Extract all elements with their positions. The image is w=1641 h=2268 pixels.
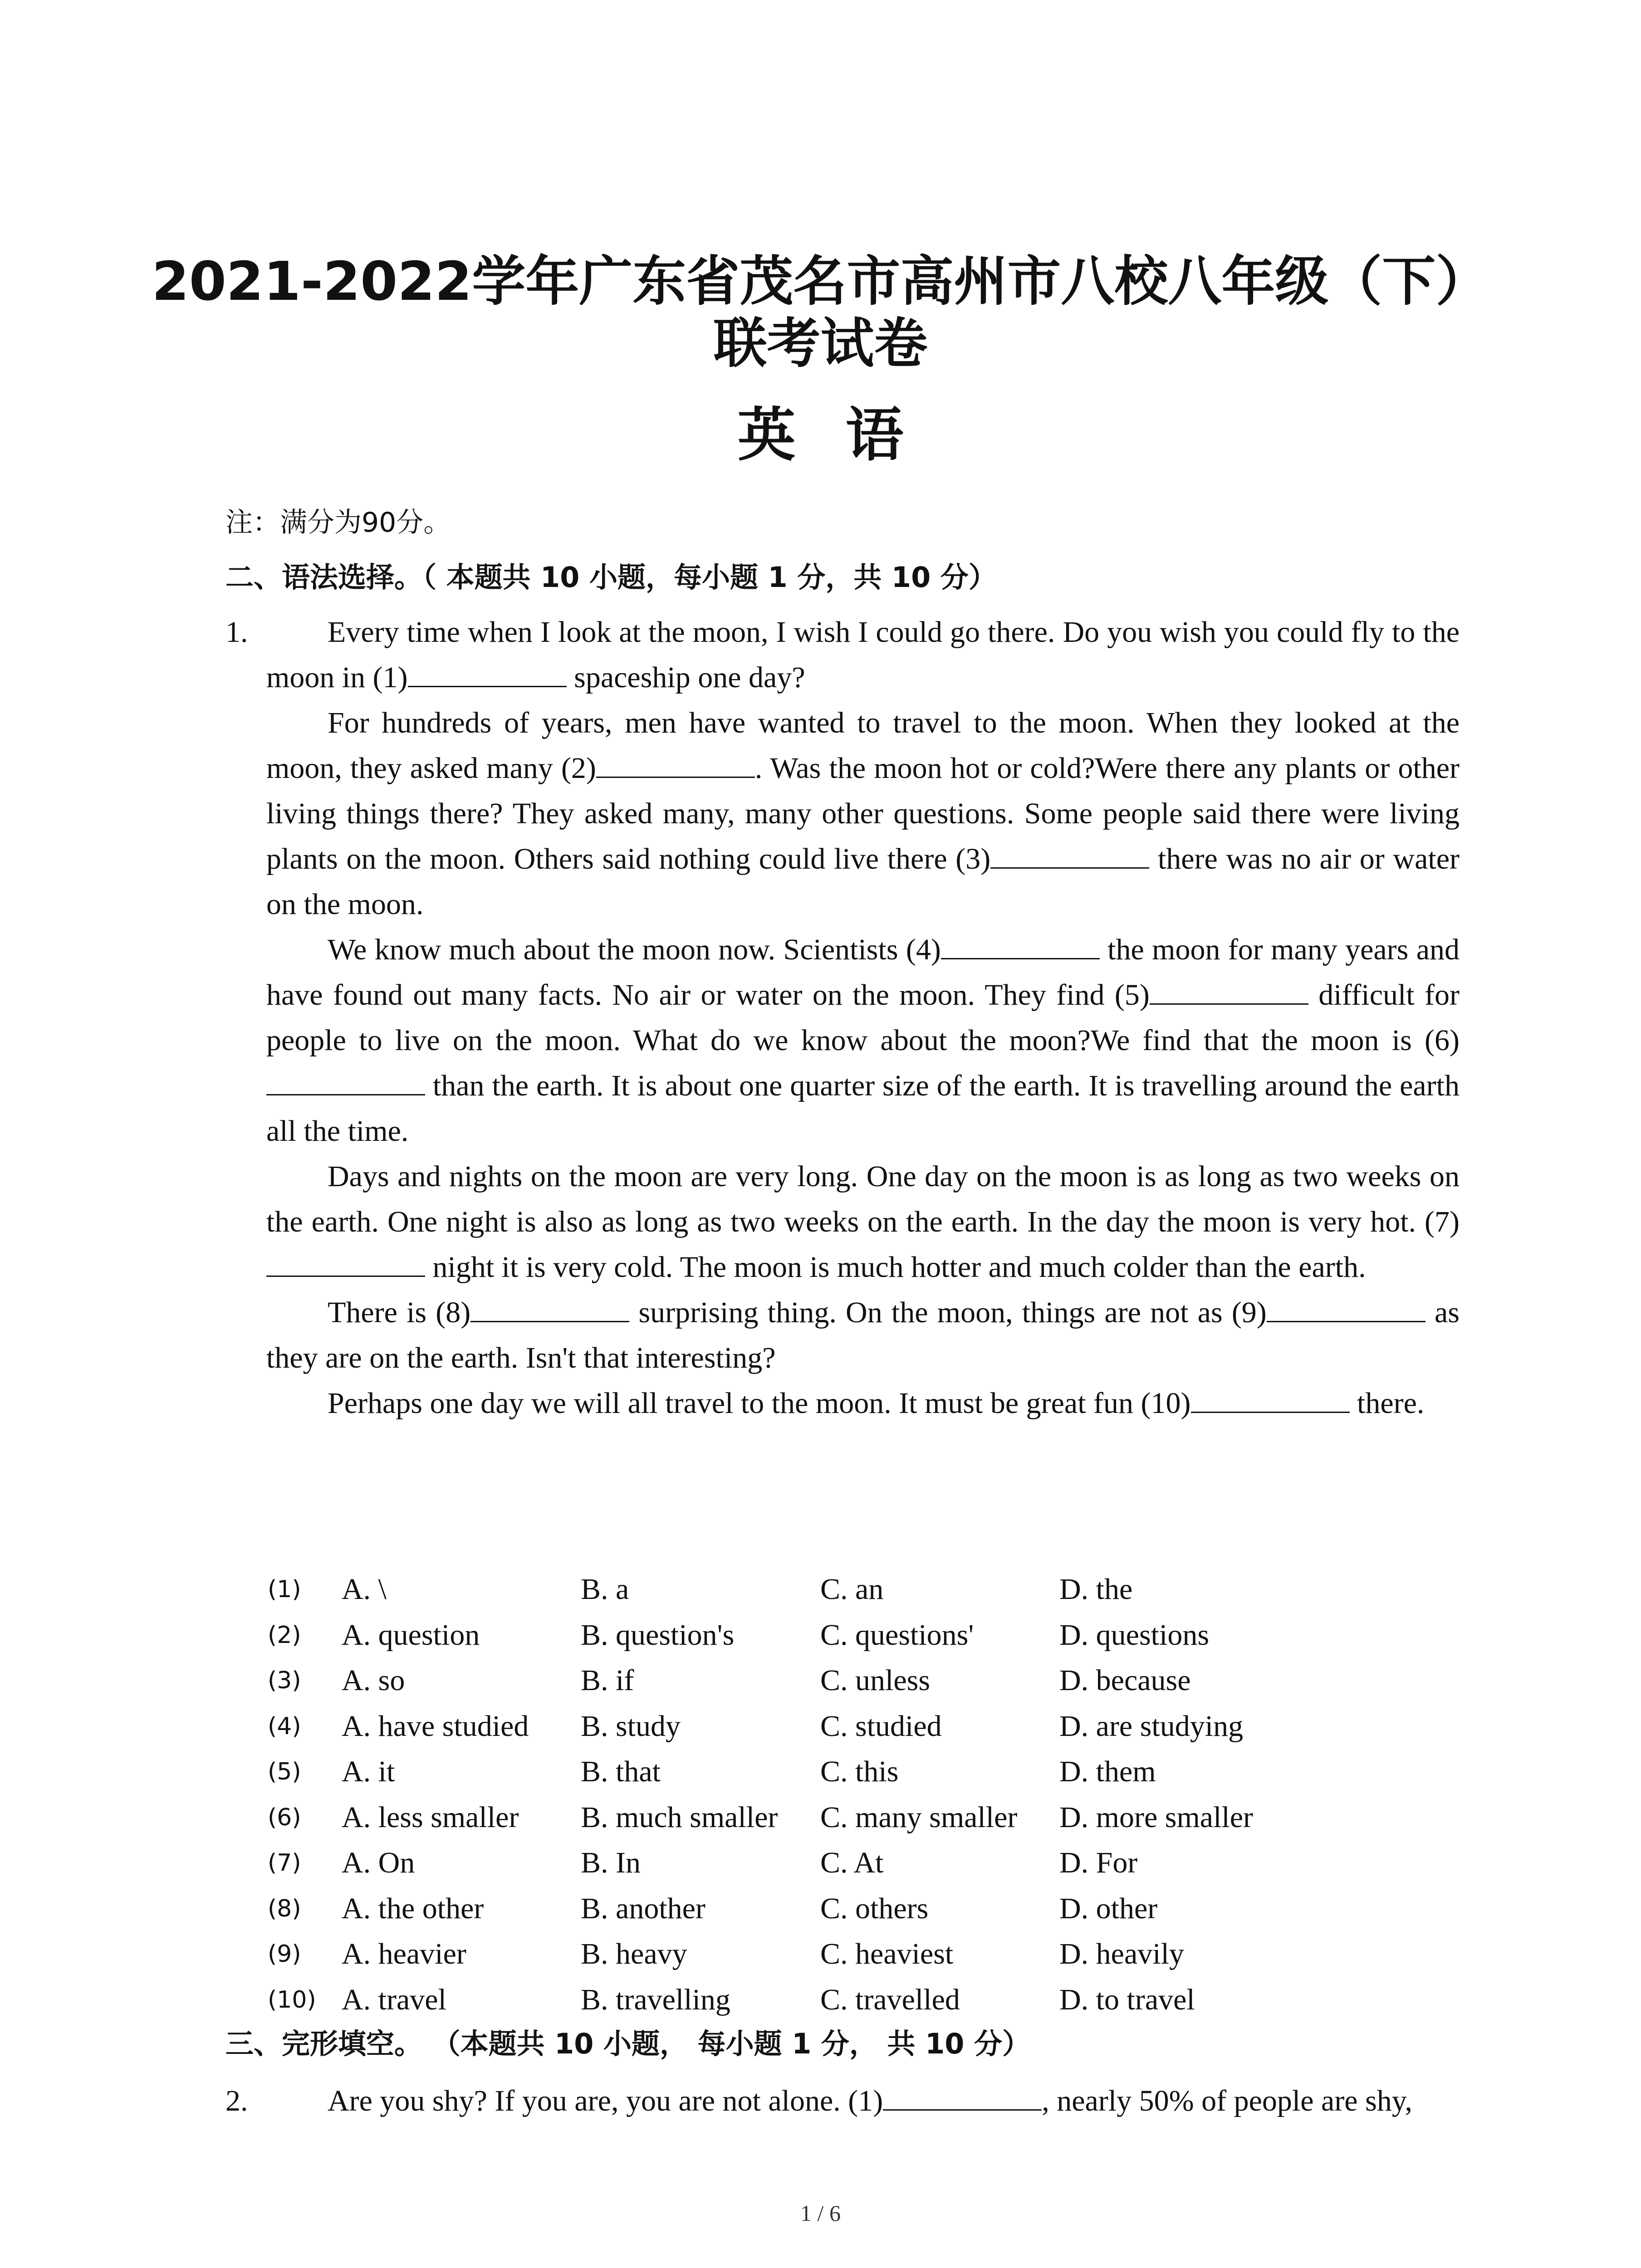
- passage-paragraph: There is (8) surprising thing. On the moon, things are not as (9) as they are on the earth. Isn't that interesting?: [266, 1290, 1460, 1381]
- page-number: 1 / 6: [800, 2200, 841, 2226]
- option-b: B. that: [581, 1755, 661, 1788]
- option-a: A. heavier: [342, 1937, 466, 1970]
- answer-blank: [941, 931, 1100, 959]
- option-d: D. the: [1059, 1573, 1133, 1606]
- option-number: (2): [268, 1621, 301, 1649]
- answer-blank: [990, 840, 1149, 869]
- option-b: B. In: [581, 1846, 641, 1879]
- option-d: D. other: [1059, 1892, 1158, 1925]
- option-d: D. to travel: [1059, 1983, 1195, 2016]
- option-a: A. so: [342, 1664, 405, 1697]
- option-a: A. it: [342, 1755, 395, 1788]
- option-b: B. study: [581, 1709, 681, 1743]
- answer-blank: [266, 1248, 425, 1277]
- option-number: (10): [268, 1986, 316, 2014]
- section-heading-cloze: 三、完形填空。 （本题共 10 小题， 每小题 1 分， 共 10 分）: [225, 2027, 1030, 2060]
- option-d: D. because: [1059, 1664, 1191, 1697]
- answer-blank: [1150, 976, 1308, 1005]
- option-a: A. the other: [342, 1892, 484, 1925]
- option-a: A. \: [342, 1573, 387, 1606]
- question-number: 2.: [225, 2084, 248, 2117]
- score-note: 注：满分为90分。: [225, 507, 451, 538]
- option-number: (1): [268, 1576, 301, 1603]
- option-d: D. more smaller: [1059, 1800, 1254, 1834]
- passage-paragraph: Days and nights on the moon are very long. One day on the moon is as long as two weeks on the earth. One night is also as long as two weeks on the earth. In the day the moon is very hot. (7) night it is very cold. The moon is much hotter and much colder than the earth.: [266, 1160, 1460, 1284]
- subject-title: 英语: [737, 401, 954, 469]
- passage-paragraph: Perhaps one day we will all travel to the moon. It must be great fun (10) there.: [266, 1381, 1460, 1426]
- cloze-passage: [266, 2078, 1460, 2124]
- passage-paragraph: For hundreds of years, men have wanted to travel to the moon. When they looked at the moon, they asked many (2) . Was the moon hot or cold?Were there any plants or other living things there? They asked many, many other questions. Some people said there were living plants on the moon. Others said nothing could live there (3) there was no air or water on the moon.: [266, 706, 1460, 921]
- answer-blank: [470, 1294, 629, 1322]
- option-number: (6): [268, 1804, 301, 1831]
- option-number: (5): [268, 1758, 301, 1785]
- option-c: C. others: [820, 1892, 929, 1925]
- exam-title-line1: 2021-2022学年广东省茂名市高州市八校八年级（下）: [152, 250, 1489, 313]
- passage-paragraph: Every time when I look at the moon, I wish I could go there. Do you wish you could fly to the moon in (1) spaceship one day?: [266, 616, 1460, 694]
- option-number: (3): [268, 1667, 301, 1694]
- option-a: A. have studied: [342, 1709, 529, 1743]
- passage-paragraph: We know much about the moon now. Scientists (4) the moon for many years and have found out many facts. No air or water on the moon. They find (5) difficult for people to live on the moon. What do we know about the moon?We find that the moon is (6) than the earth. It is about one quarter size of the earth. It is travelling around the earth all the time.: [266, 927, 1460, 1154]
- answer-blank: [883, 2082, 1042, 2111]
- answer-blank: [596, 749, 755, 778]
- answer-blank: [266, 1067, 425, 1095]
- option-c: C. studied: [820, 1709, 942, 1743]
- option-c: C. travelled: [820, 1983, 960, 2016]
- option-number: (8): [268, 1895, 301, 1922]
- option-d: D. them: [1059, 1755, 1156, 1788]
- option-a: A. less smaller: [342, 1800, 519, 1834]
- question-number: 1.: [225, 616, 248, 649]
- option-c: C. unless: [820, 1664, 931, 1697]
- exam-title-line2: 联考试卷: [713, 312, 928, 375]
- option-c: C. an: [820, 1573, 884, 1606]
- option-c: C. heaviest: [820, 1937, 954, 1970]
- answer-blank: [408, 659, 567, 687]
- option-d: D. heavily: [1059, 1937, 1184, 1970]
- option-b: B. question's: [581, 1618, 735, 1652]
- option-b: B. travelling: [581, 1983, 730, 2016]
- option-b: B. another: [581, 1892, 705, 1925]
- option-number: (9): [268, 1941, 301, 1968]
- passage-paragraph: Are you shy? If you are, you are not alone. (1) , nearly 50% of people are shy,: [266, 2078, 1460, 2124]
- answer-blank: [1267, 1294, 1425, 1322]
- option-number: (4): [268, 1712, 301, 1740]
- option-c: C. At: [820, 1846, 884, 1879]
- option-c: C. questions': [820, 1618, 974, 1652]
- option-c: C. many smaller: [820, 1800, 1018, 1834]
- option-a: A. question: [342, 1618, 480, 1652]
- reading-passage: [266, 610, 1460, 1426]
- option-b: B. if: [581, 1664, 634, 1697]
- option-b: B. a: [581, 1573, 629, 1606]
- option-b: B. much smaller: [581, 1800, 778, 1834]
- section-heading-grammar: 二、语法选择。（ 本题共 10 小题，每小题 1 分，共 10 分）: [225, 561, 997, 594]
- option-d: D. are studying: [1059, 1709, 1244, 1743]
- answer-blank: [1191, 1384, 1350, 1413]
- option-a: A. On: [342, 1846, 415, 1879]
- option-b: B. heavy: [581, 1937, 687, 1970]
- option-a: A. travel: [342, 1983, 446, 2016]
- option-d: D. For: [1059, 1846, 1138, 1879]
- option-c: C. this: [820, 1755, 899, 1788]
- option-number: (7): [268, 1849, 301, 1877]
- option-d: D. questions: [1059, 1618, 1209, 1652]
